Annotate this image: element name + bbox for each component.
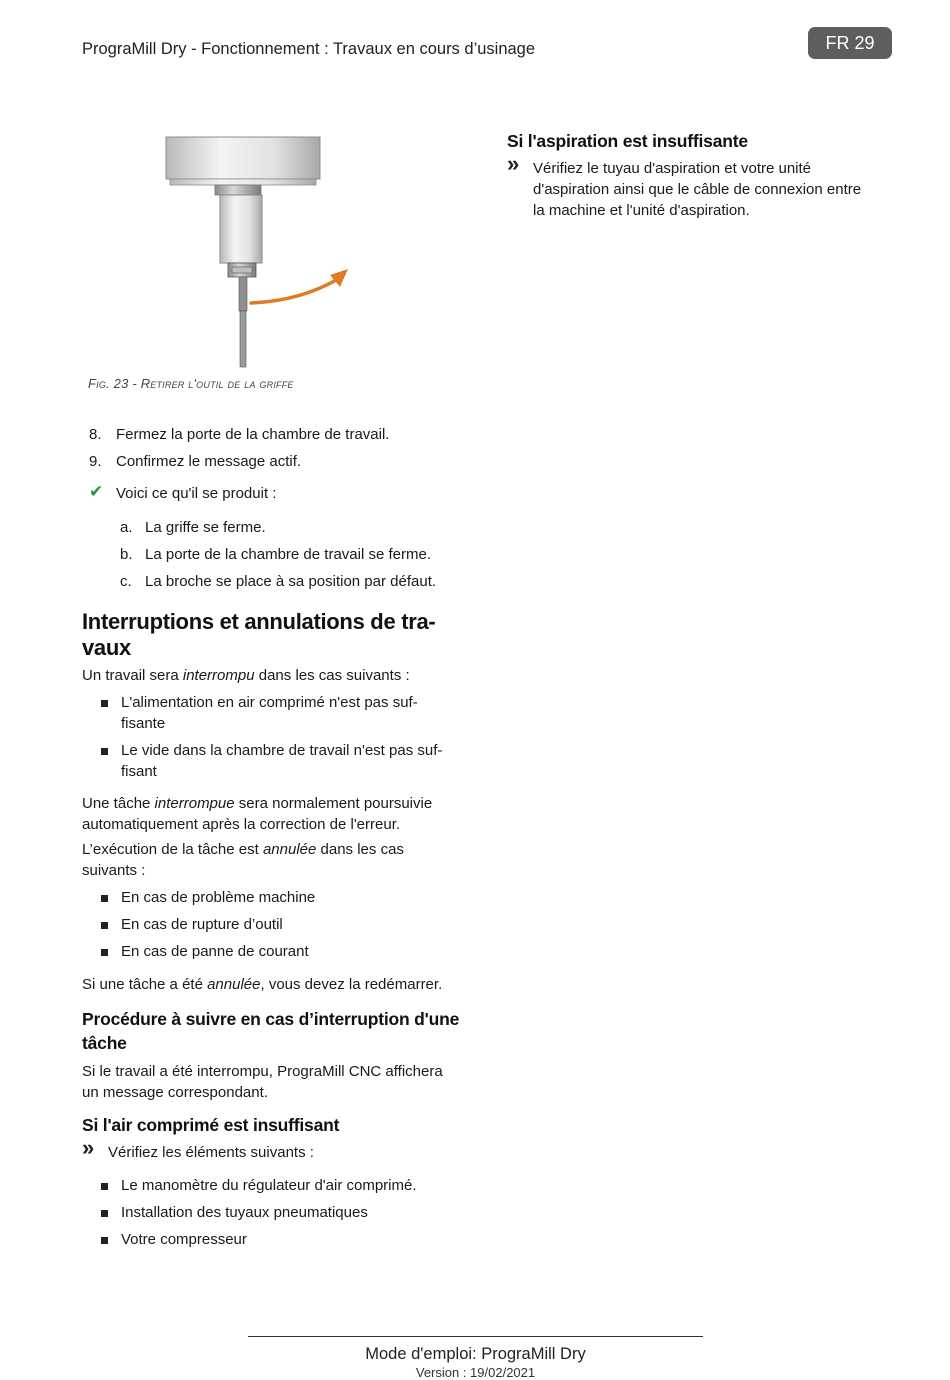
suction-action <box>507 151 897 221</box>
list-item <box>82 544 472 565</box>
text-run: dans les cas <box>316 841 404 858</box>
air-items-list <box>82 1175 472 1250</box>
item-text: fisante <box>121 715 166 732</box>
bullet-square-icon <box>101 1183 108 1190</box>
result-line <box>82 483 472 504</box>
bullet-square-icon <box>101 922 108 929</box>
spindle-tool-removal-illustration <box>160 133 360 373</box>
emphasis: annulée <box>262 841 317 858</box>
text-run: Un travail sera <box>82 667 183 684</box>
step-number: 9. <box>89 453 102 470</box>
item-text: La griffe se ferme. <box>145 519 266 536</box>
heading-line: tâche <box>82 1033 127 1053</box>
item-text: En cas de panne de courant <box>121 943 309 960</box>
text-run: sera normalement poursuivie <box>234 795 433 812</box>
list-item <box>82 887 472 908</box>
air-action <box>82 1135 472 1163</box>
interruptions-heading <box>82 609 472 661</box>
text-run: Si le travail a été interrompu, PrograMill CNC affichera <box>82 1063 443 1080</box>
cancel-cases-section <box>82 887 472 968</box>
step-number: 8. <box>89 426 102 443</box>
page-header-title: PrograMill Dry - Fonctionnement : Travaux en cours d’usinage <box>82 40 536 58</box>
steps-list-section <box>82 424 472 478</box>
page-number-badge: FR 29 <box>808 27 892 59</box>
text-run: suivants : <box>82 862 146 879</box>
restart-paragraph <box>82 974 472 995</box>
list-item <box>82 517 472 538</box>
list-item <box>82 1229 472 1250</box>
action-text: d'aspiration ainsi que le câble de connexion entre <box>533 181 862 198</box>
text-run: automatiquement après la correction de l'erreur. <box>82 816 401 833</box>
figure-caption-prefix: Fig. 23 - <box>88 376 141 391</box>
action-text: Vérifiez les éléments suivants : <box>108 1144 314 1161</box>
heading-text: Si l'air comprimé est insuffisant <box>82 1115 340 1135</box>
emphasis: interrompu <box>182 667 255 684</box>
result-items-section <box>82 517 472 598</box>
double-chevron-icon: » <box>507 151 520 176</box>
suction-heading <box>507 129 897 153</box>
bullet-square-icon <box>101 1210 108 1217</box>
heading-line: vaux <box>82 635 131 660</box>
result-section <box>82 483 472 504</box>
text-run: , vous devez la redémarrer. <box>260 976 443 993</box>
heading-line: Procédure à suivre en cas d’interruption d'une <box>82 1009 460 1029</box>
item-text: Installation des tuyaux pneumatiques <box>121 1204 368 1221</box>
air-heading <box>82 1113 472 1137</box>
procedure-heading <box>82 1007 482 1055</box>
footer-divider <box>248 1336 703 1337</box>
list-item <box>82 740 472 782</box>
item-text: fisant <box>121 763 157 780</box>
item-letter: a. <box>120 519 133 536</box>
result-items-list <box>82 517 472 592</box>
double-chevron-icon: » <box>82 1135 95 1160</box>
item-text: Le vide dans la chambre de travail n'est pas suf- <box>121 742 443 759</box>
heading-line: Interruptions et annulations de tra- <box>82 609 436 634</box>
bullet-square-icon <box>101 895 108 902</box>
item-text: En cas de rupture d’outil <box>121 916 283 933</box>
list-item <box>82 424 472 445</box>
step-text: Fermez la porte de la chambre de travail. <box>116 426 390 443</box>
action-text: la machine et l'unité d'aspiration. <box>533 202 750 219</box>
bullet-square-icon <box>101 748 108 755</box>
list-item <box>82 1202 472 1223</box>
list-item <box>82 914 472 935</box>
footer-version: Version : 19/02/2021 <box>415 1365 536 1380</box>
emphasis: interrompue <box>154 795 235 812</box>
list-item <box>82 1175 472 1196</box>
list-item <box>82 692 472 734</box>
text-run: un message correspondant. <box>82 1084 268 1101</box>
emphasis: annulée <box>207 976 261 993</box>
result-text: Voici ce qu'il se produit : <box>116 485 277 502</box>
item-letter: b. <box>120 546 133 563</box>
list-item <box>82 571 472 592</box>
figure-caption-text: Retirer l'outil de la griffe <box>140 376 294 391</box>
item-text: La porte de la chambre de travail se ferme. <box>145 546 431 563</box>
item-text: En cas de problème machine <box>121 889 316 906</box>
footer-title: Mode d'emploi: PrograMill Dry <box>365 1345 586 1363</box>
bullet-square-icon <box>101 949 108 956</box>
interruptions-intro <box>82 665 472 686</box>
step-text: Confirmez le message actif. <box>116 453 302 470</box>
text-run: Si une tâche a été <box>82 976 208 993</box>
item-text: Le manomètre du régulateur d'air comprimé. <box>121 1177 417 1194</box>
interrupted-paragraph <box>82 793 472 835</box>
item-letter: c. <box>120 573 132 590</box>
bullet-square-icon <box>101 700 108 707</box>
procedure-paragraph <box>82 1061 472 1103</box>
air-items-section <box>82 1175 472 1256</box>
bullet-square-icon <box>101 1237 108 1244</box>
text-run: L’exécution de la tâche est <box>82 841 263 858</box>
list-item <box>82 941 472 962</box>
action-text: Vérifiez le tuyau d'aspiration et votre unité <box>533 160 812 177</box>
text-run: Une tâche <box>82 795 155 812</box>
list-item <box>82 451 472 472</box>
text-run: dans les cas suivants : <box>254 667 410 684</box>
steps-list <box>82 424 472 472</box>
item-text: L'alimentation en air comprimé n'est pas suf- <box>121 694 418 711</box>
cancelled-paragraph <box>82 839 472 881</box>
checkmark-icon: ✔ <box>89 482 104 501</box>
item-text: La broche se place à sa position par défaut. <box>145 573 437 590</box>
heading-text: Si l'aspiration est insuffisante <box>507 131 748 151</box>
interrupt-cases-list <box>82 692 472 782</box>
item-text: Votre compresseur <box>121 1231 247 1248</box>
interrupt-cases-section <box>82 692 472 788</box>
figure-caption <box>88 376 294 391</box>
cancel-cases-list <box>82 887 472 962</box>
